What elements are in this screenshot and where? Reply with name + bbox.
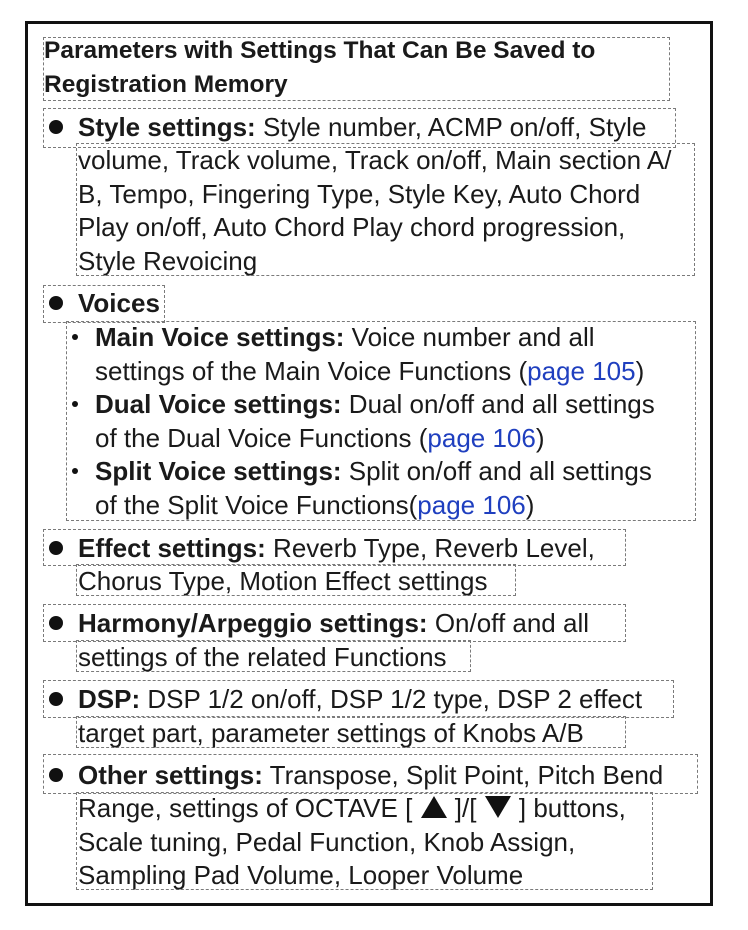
dsp-text: DSP 1/2 on/off, DSP 1/2 type, DSP 2 effect [140,684,643,714]
split-voice-line-2 [95,488,534,522]
other-settings-text-2b: ] buttons, [511,793,626,823]
bullet-icon [49,692,63,706]
triangle-down-icon [484,795,512,819]
harmony-settings-line-1 [78,606,589,640]
other-settings-line-4: Sampling Pad Volume, Looper Volume [78,860,524,890]
other-settings-line-3: Scale tuning, Pedal Function, Knob Assign, [78,827,576,857]
paren: ) [535,423,545,453]
bullet-icon [49,616,63,630]
main-voice-label: Main Voice settings: [95,322,345,352]
dual-voice-text: Dual on/off and all settings [341,389,655,419]
main-voice-line-1 [95,320,595,354]
style-settings-line-2: volume, Track volume, Track on/off, Main section A/ [78,145,672,175]
sub-bullet-icon [72,401,78,407]
effect-settings-line-1 [78,531,595,565]
split-voice-line-1 [95,454,652,488]
effect-settings-label: Effect settings: [78,533,266,563]
voices-heading [78,286,160,320]
style-settings-line-1 [78,110,646,144]
page-105-link[interactable]: page 105 [527,356,636,386]
heading-line-2: Registration Memory [44,71,288,98]
main-voice-text: Voice number and all [344,322,595,352]
style-settings-line-3: B, Tempo, Fingering Type, Style Key, Auto Chord [78,179,641,209]
effect-settings-line-2: Chorus Type, Motion Effect settings [78,566,488,596]
dual-voice-line-1 [95,387,655,421]
split-voice-label: Split Voice settings: [95,456,342,486]
triangle-up-icon [420,795,448,819]
other-settings-text-2a: Range, settings of OCTAVE [ [78,793,420,823]
dsp-label: DSP: [78,684,141,714]
dual-voice-line-2 [95,421,545,455]
style-settings-line-5: Style Revoicing [78,246,258,276]
harmony-settings-text: On/off and all [427,608,590,638]
heading-line-1: Parameters with Settings That Can Be Saved to [44,37,596,64]
split-voice-text-2: of the Split Voice Functions( [95,490,418,520]
bullet-icon [49,541,63,555]
paren: ) [525,490,535,520]
other-settings-line-1 [78,758,663,792]
page-106-link[interactable]: page 106 [427,423,536,453]
page-106-link[interactable]: page 106 [417,490,526,520]
other-settings-text: Transpose, Split Point, Pitch Bend [262,760,664,790]
other-settings-label: Other settings: [78,760,263,790]
other-settings-line-2 [78,791,626,825]
dual-voice-label: Dual Voice settings: [95,389,342,419]
bullet-icon [49,768,63,782]
sub-bullet-icon [72,468,78,474]
harmony-settings-label: Harmony/Arpeggio settings: [78,608,428,638]
dual-voice-text-2: of the Dual Voice Functions ( [95,423,428,453]
harmony-settings-line-2: settings of the related Functions [78,642,447,672]
sub-bullet-icon [72,334,78,340]
split-voice-text: Split on/off and all settings [341,456,652,486]
style-settings-label: Style settings: [78,112,256,142]
bullet-icon [49,296,63,310]
style-settings-line-4: Play on/off, Auto Chord Play chord progression, [78,212,626,242]
dsp-line-2: target part, parameter settings of Knobs A/B [78,718,584,748]
bullet-icon [49,120,63,134]
main-voice-line-2 [95,354,644,388]
effect-settings-text: Reverb Type, Reverb Level, [265,533,595,563]
main-voice-text-2: settings of the Main Voice Functions ( [95,356,528,386]
bracket-separator: ]/[ [447,793,484,823]
voices-label: Voices [78,288,160,318]
paren: ) [635,356,645,386]
dsp-line-1 [78,682,642,716]
style-settings-text: Style number, ACMP on/off, Style [255,112,647,142]
